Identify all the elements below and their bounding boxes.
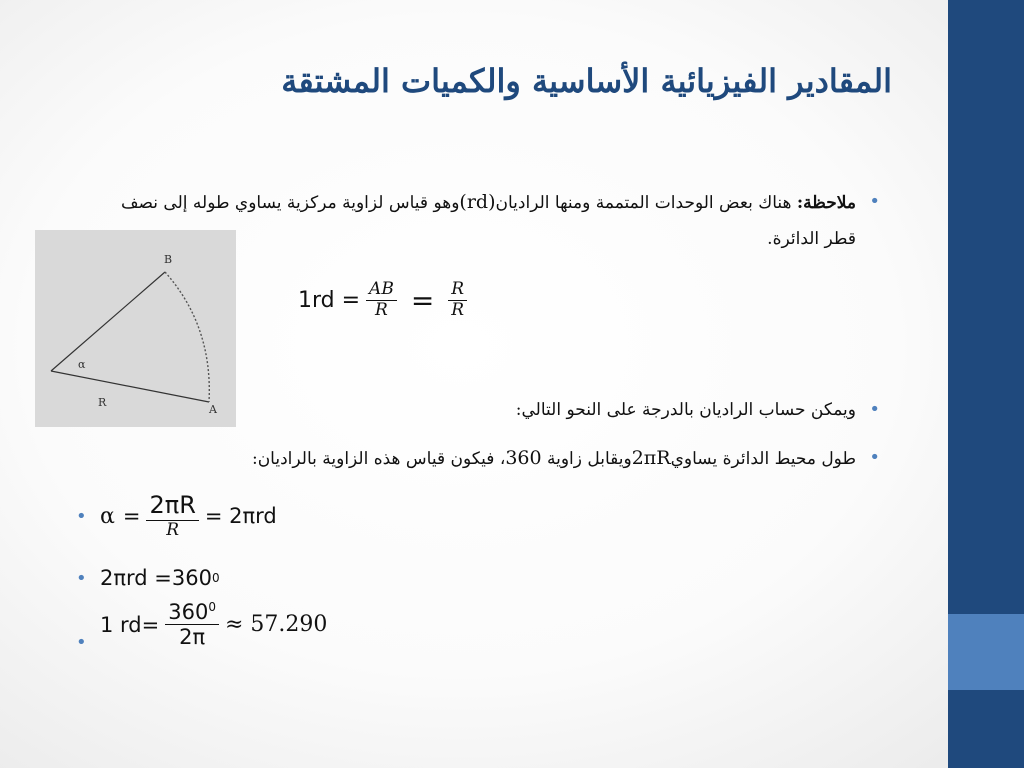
equals-sign: = — [410, 283, 435, 317]
approx-value: ≈ 57.290 — [224, 612, 328, 638]
label-a: A — [209, 403, 217, 416]
bullet-icon: • — [76, 567, 87, 589]
label-r: R — [98, 396, 107, 409]
note-label: ملاحظة: — [796, 193, 856, 213]
arc-ab — [165, 272, 209, 402]
bullet-icon: • — [869, 191, 880, 212]
fraction-denominator: 2π — [179, 625, 206, 650]
fraction-360-over-2pi — [165, 600, 219, 649]
bullet-icon: • — [76, 632, 87, 653]
alpha-symbol: α — [100, 503, 115, 529]
bullet-icon: • — [76, 505, 87, 527]
degree-superscript: 0 — [208, 600, 216, 614]
list-item-rd-value — [76, 600, 328, 653]
bullet2-text: ويمكن حساب الراديان بالدرجة على النحو التالي: — [515, 400, 856, 420]
bullet-icon: • — [869, 447, 880, 468]
fraction-numerator: 2πR — [149, 491, 196, 519]
list-item-alpha-formula — [76, 491, 277, 540]
fraction-ab-over-r — [366, 280, 397, 320]
fraction-denominator: R — [375, 299, 388, 320]
fraction-denominator: R — [166, 519, 180, 540]
degree-superscript: 0 — [211, 571, 220, 585]
bullet3-angle: 360 — [505, 447, 542, 469]
bullet3-circumference: 2πR — [631, 447, 671, 469]
note-unit: (rd) — [459, 191, 496, 213]
numerator-value: 360 — [168, 600, 209, 624]
equals-sign: = — [122, 504, 141, 529]
label-alpha: α — [78, 358, 86, 371]
formula-360-lhs: 2πrd =360 — [100, 566, 212, 590]
fraction-numerator: AB — [369, 279, 394, 299]
list-item-circumference — [96, 440, 880, 477]
fraction-numerator: R — [451, 279, 465, 299]
bullet-icon: • — [869, 399, 880, 420]
alpha-rhs: = 2πrd — [204, 504, 277, 529]
formula-radian-definition — [298, 280, 467, 320]
list-item-2pi-rd — [76, 566, 220, 590]
fraction-r-over-r — [448, 280, 467, 320]
slide-title: المقادير الفيزيائية الأساسية والكميات المشتقة — [281, 62, 892, 100]
bullet3-text-1: طول محيط الدائرة يساوي — [670, 449, 856, 469]
bullet3-text-2: ويقابل زاوية — [541, 449, 632, 469]
label-b: B — [164, 253, 173, 266]
list-item-degree-conversion — [96, 392, 880, 428]
fraction-numerator — [165, 600, 219, 624]
sidebar-accent-decoration — [948, 614, 1024, 690]
formula1-lhs: 1rd = — [298, 287, 361, 313]
note-text-1: هناك بعض الوحدات المتممة ومنها الراديان — [495, 193, 797, 213]
radius-line-b — [51, 272, 165, 371]
fraction-denominator: R — [451, 299, 465, 320]
bullet3-text-3: ، فيكون قياس هذه الزاوية بالراديان: — [251, 449, 506, 469]
note-text-2: وهو قياس لزاوية مركزية يساوي طوله إلى نصف قطر الدائرة. — [120, 193, 856, 249]
rd-lhs: 1 rd= — [100, 612, 160, 637]
fraction-2pir-over-r — [146, 492, 198, 540]
